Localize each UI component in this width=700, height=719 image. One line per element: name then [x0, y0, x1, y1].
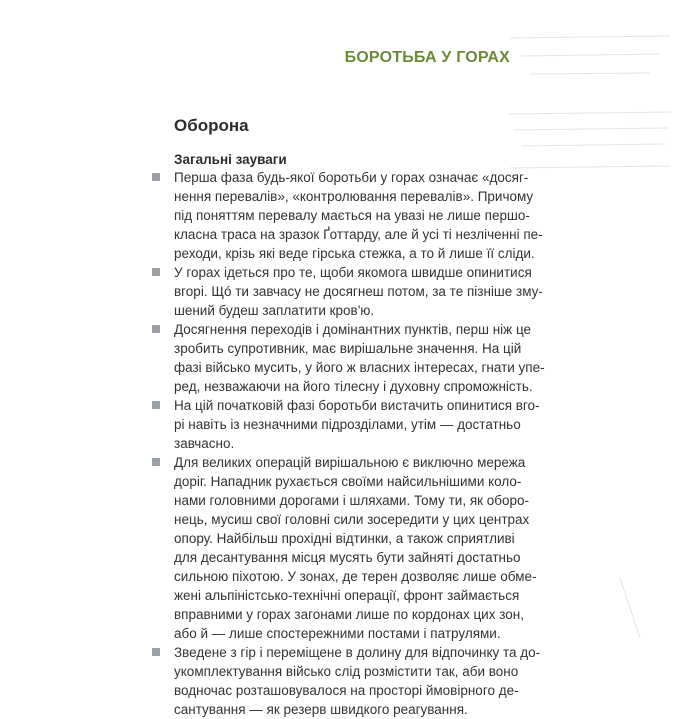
text-line: сантування — як резерв швидкого реагування. [174, 702, 468, 717]
text-line: рі навіть із незначними підрозділами, утім — достатньо [174, 417, 521, 432]
text-line: нами головними дорогами і шляхами. Тому ти, як оборо- [174, 493, 530, 508]
list-item [152, 453, 537, 643]
text-line: сильною піхотою. У зонах, де терен дозволяє лише обме- [174, 569, 537, 584]
running-header: БОРОТЬБА У ГОРАХ [344, 49, 510, 66]
text-line: ред, незважаючи на його тілесну і духовну спроможність. [174, 379, 533, 394]
square-bullet-icon [152, 173, 160, 181]
subsection-heading: Загальні зауваги [174, 152, 287, 167]
text-line: Зведене з гір і переміщене в долину для відпочинку та до- [174, 645, 541, 660]
text-line: укомплектування військо слід розмістити так, аби воно [174, 664, 519, 679]
text-line: Для великих операцій вирішальною є виключно мережа [174, 455, 526, 470]
text-line: завчасно. [174, 436, 235, 451]
text-line: під поняттям перевалу мається на увазі не лише першо- [174, 208, 530, 223]
list-item [152, 396, 540, 453]
text-line: Досягнення переходів і домінантних пунктів, перш ніж це [174, 322, 532, 337]
text-line: нення перевалів», «контролювання перевалів». Причому [174, 189, 534, 204]
text-line: Перша фаза будь-якої боротьби у горах означає «досяг- [174, 170, 529, 185]
square-bullet-icon [152, 268, 160, 276]
bleed-through-text [500, 18, 680, 658]
square-bullet-icon [152, 458, 160, 466]
text-line: для десантування місця мусять бути зайняті достатньо [174, 550, 521, 565]
list-item [152, 643, 541, 719]
list-item [152, 168, 543, 263]
text-line: або й — лише спостережними постами і патрулями. [174, 626, 501, 641]
bullet-list [152, 168, 545, 719]
text-line: На цій початковій фазі боротьби вистачить опинитися вго- [174, 398, 540, 413]
section-heading: Оборона [174, 116, 249, 135]
square-bullet-icon [152, 401, 160, 409]
text-line: фазі військо мусить, у його ж власних інтересах, гнати упе- [174, 360, 545, 375]
text-line: вгорі. Щó ти завчасу не досягнеш потом, за те пізніше зму- [174, 284, 543, 299]
text-line: шений будеш заплатити кров'ю. [174, 303, 375, 318]
square-bullet-icon [152, 648, 160, 656]
text-line: У горах ідеться про те, щоби якомога швидше опинитися [174, 265, 532, 280]
text-line: опору. Найбільш прохідні відтинки, а також сприятливі [174, 531, 515, 546]
square-bullet-icon [152, 325, 160, 333]
text-line: реходи, крізь які веде гірська стежка, а то й лише її сліди. [174, 246, 535, 261]
text-line: жені альпіністсько-технічні операції, фронт займається [174, 588, 520, 603]
text-line: зробить супротивник, має вирішальне значення. На цій [174, 341, 522, 356]
text-line: вправними у горах загонами лише по кордонах цих зон, [174, 607, 524, 622]
text-line: доріг. Нападник рухається своїми найсильнішими коло- [174, 474, 522, 489]
text-line: нець, мусиш свої головні сили зосередити у цих центрах [174, 512, 530, 527]
list-item [152, 320, 545, 396]
text-line: класна траса на зразок Ґоттарду, але й усі ті незліченні пе- [174, 227, 543, 242]
text-line: водночас розташовувалося на просторі ймовірного де- [174, 683, 519, 698]
list-item [152, 263, 543, 320]
